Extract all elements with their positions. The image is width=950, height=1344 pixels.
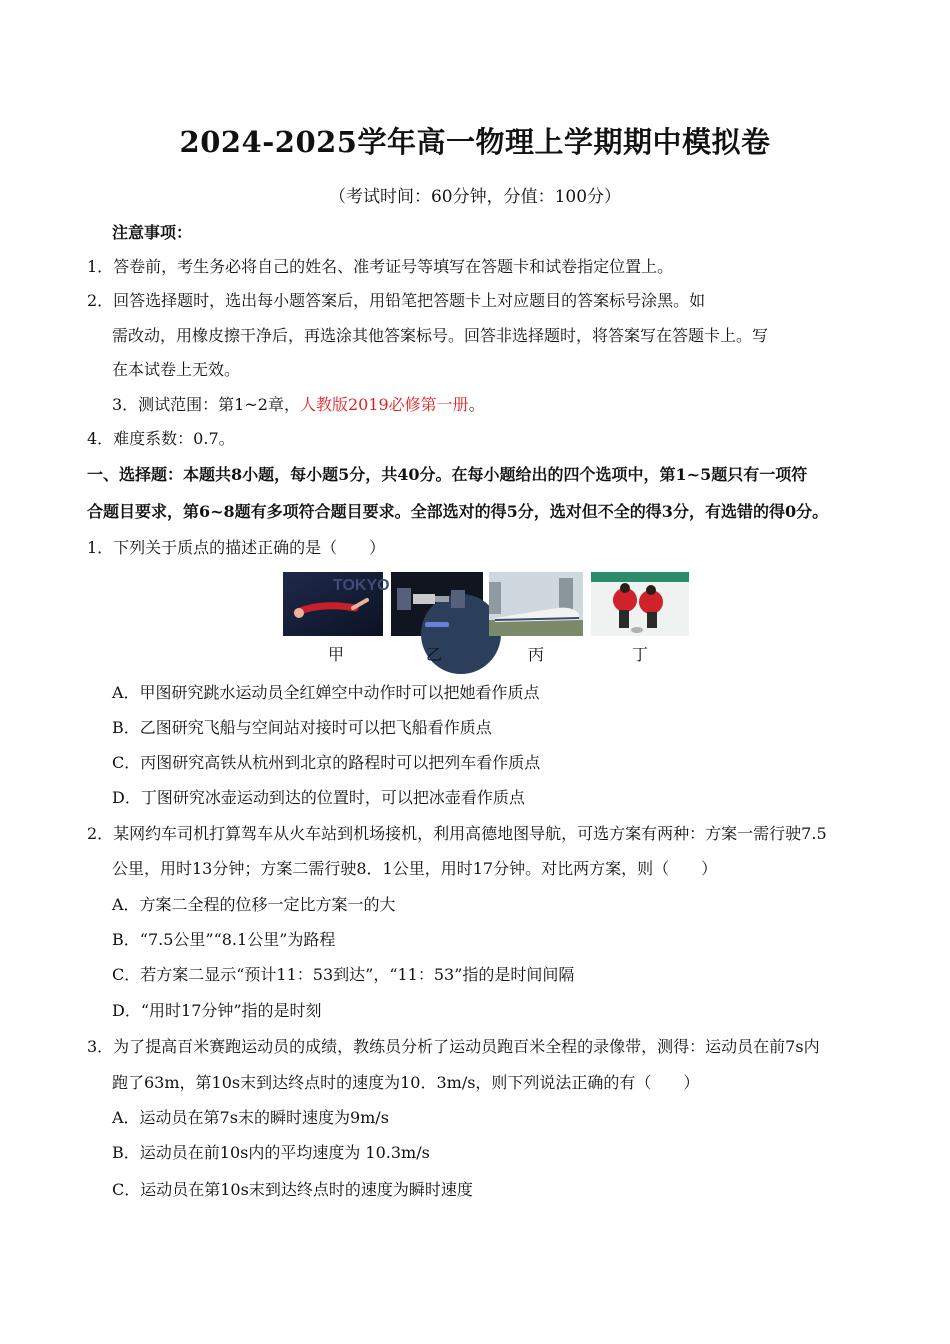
caption-bing: 丙 xyxy=(527,645,544,664)
notice-item-3-prefix: 3．测试范围：第1~2章， xyxy=(112,395,300,414)
q1-option-a: A．甲图研究跳水运动员全红婵空中动作时可以把她看作质点 xyxy=(112,683,540,702)
notice-heading: 注意事项： xyxy=(112,223,193,242)
spacecraft-docking-photo xyxy=(391,572,491,636)
q1-option-b: B．乙图研究飞船与空间站对接时可以把飞船看作质点 xyxy=(112,718,492,737)
notice-item-2-line-1: 2．回答选择题时，选出每小题答案后，用铅笔把答题卡上对应题目的答案标号涂黑。如 xyxy=(87,291,706,310)
notice-item-4: 4．难度系数：0.7。 xyxy=(87,429,235,448)
q3-stem-line-2: 跑了63m，第10s末到达终点时的速度为10．3m/s，则下列说法正确的有（ ） xyxy=(112,1073,700,1092)
q3-stem-line-1: 3．为了提高百米赛跑运动员的成绩，教练员分析了运动员跑百米全程的录像带，测得：运动员在前7s内 xyxy=(87,1037,820,1056)
q3-option-a: A．运动员在第7s末的瞬时速度为9m/s xyxy=(112,1108,389,1127)
q2-stem-line-2: 公里，用时13分钟；方案二需行驶8．1公里，用时17分钟。对比两方案，则（ ） xyxy=(112,859,718,878)
q3-option-b: B．运动员在前10s内的平均速度为 10.3m/s xyxy=(112,1143,430,1162)
q3-option-c: C．运动员在第10s末到达终点时的速度为瞬时速度 xyxy=(112,1180,473,1199)
q1-stem: 1．下列关于质点的描述正确的是（ ） xyxy=(87,538,386,557)
caption-ding: 丁 xyxy=(631,645,648,664)
notice-item-2-line-2: 需改动，用橡皮擦干净后，再选涂其他答案标号。回答非选择题时，将答案写在答题卡上。写 xyxy=(112,326,769,345)
diving-photo xyxy=(283,572,390,636)
q1-option-d: D．丁图研究冰壶运动到达的位置时，可以把冰壶看作质点 xyxy=(112,788,525,807)
notice-item-3-suffix: 。 xyxy=(468,395,485,414)
exam-info: （考试时间：60分钟，分值：100分） xyxy=(328,187,622,207)
textbook-edition: 人教版2019必修第一册 xyxy=(299,395,469,414)
notice-item-1: 1．答卷前，考生务必将自己的姓名、准考证号等填写在答题卡和试卷指定位置上。 xyxy=(87,257,674,276)
section-heading-line-2: 合题目要求，第6~8题有多项符合题目要求。全部选对的得5分，选对但不全的得3分，有选错的得0分。 xyxy=(87,502,829,521)
q2-option-c: C．若方案二显示“预计11：53到达”，“11：53”指的是时间间隔 xyxy=(112,965,575,984)
stadium-banner-text: TOKYO xyxy=(333,577,390,594)
q2-option-b: B．“7.5公里”“8.1公里”为路程 xyxy=(112,930,336,949)
curling-photo xyxy=(591,572,691,636)
section-heading-line-1: 一、选择题：本题共8小题，每小题5分，共40分。在每小题给出的四个选项中，第1~5题只有一项符 xyxy=(87,465,808,484)
notice-item-2-line-3: 在本试卷上无效。 xyxy=(112,360,241,379)
high-speed-train-photo xyxy=(489,572,589,636)
q2-option-a: A．方案二全程的位移一定比方案一的大 xyxy=(112,895,396,914)
notice-item-3 xyxy=(112,394,485,416)
page-title: 2024-2025学年高一物理上学期期中模拟卷 xyxy=(179,125,771,159)
q2-option-d: D．“用时17分钟”指的是时刻 xyxy=(112,1001,322,1020)
caption-yi: 乙 xyxy=(425,645,442,664)
q2-stem-line-1: 2．某网约车司机打算驾车从火车站到机场接机，利用高德地图导航，可选方案有两种：方案一需行驶7.5 xyxy=(87,824,827,843)
q1-option-c: C．丙图研究高铁从杭州到北京的路程时可以把列车看作质点 xyxy=(112,753,541,772)
caption-jia: 甲 xyxy=(327,645,344,664)
